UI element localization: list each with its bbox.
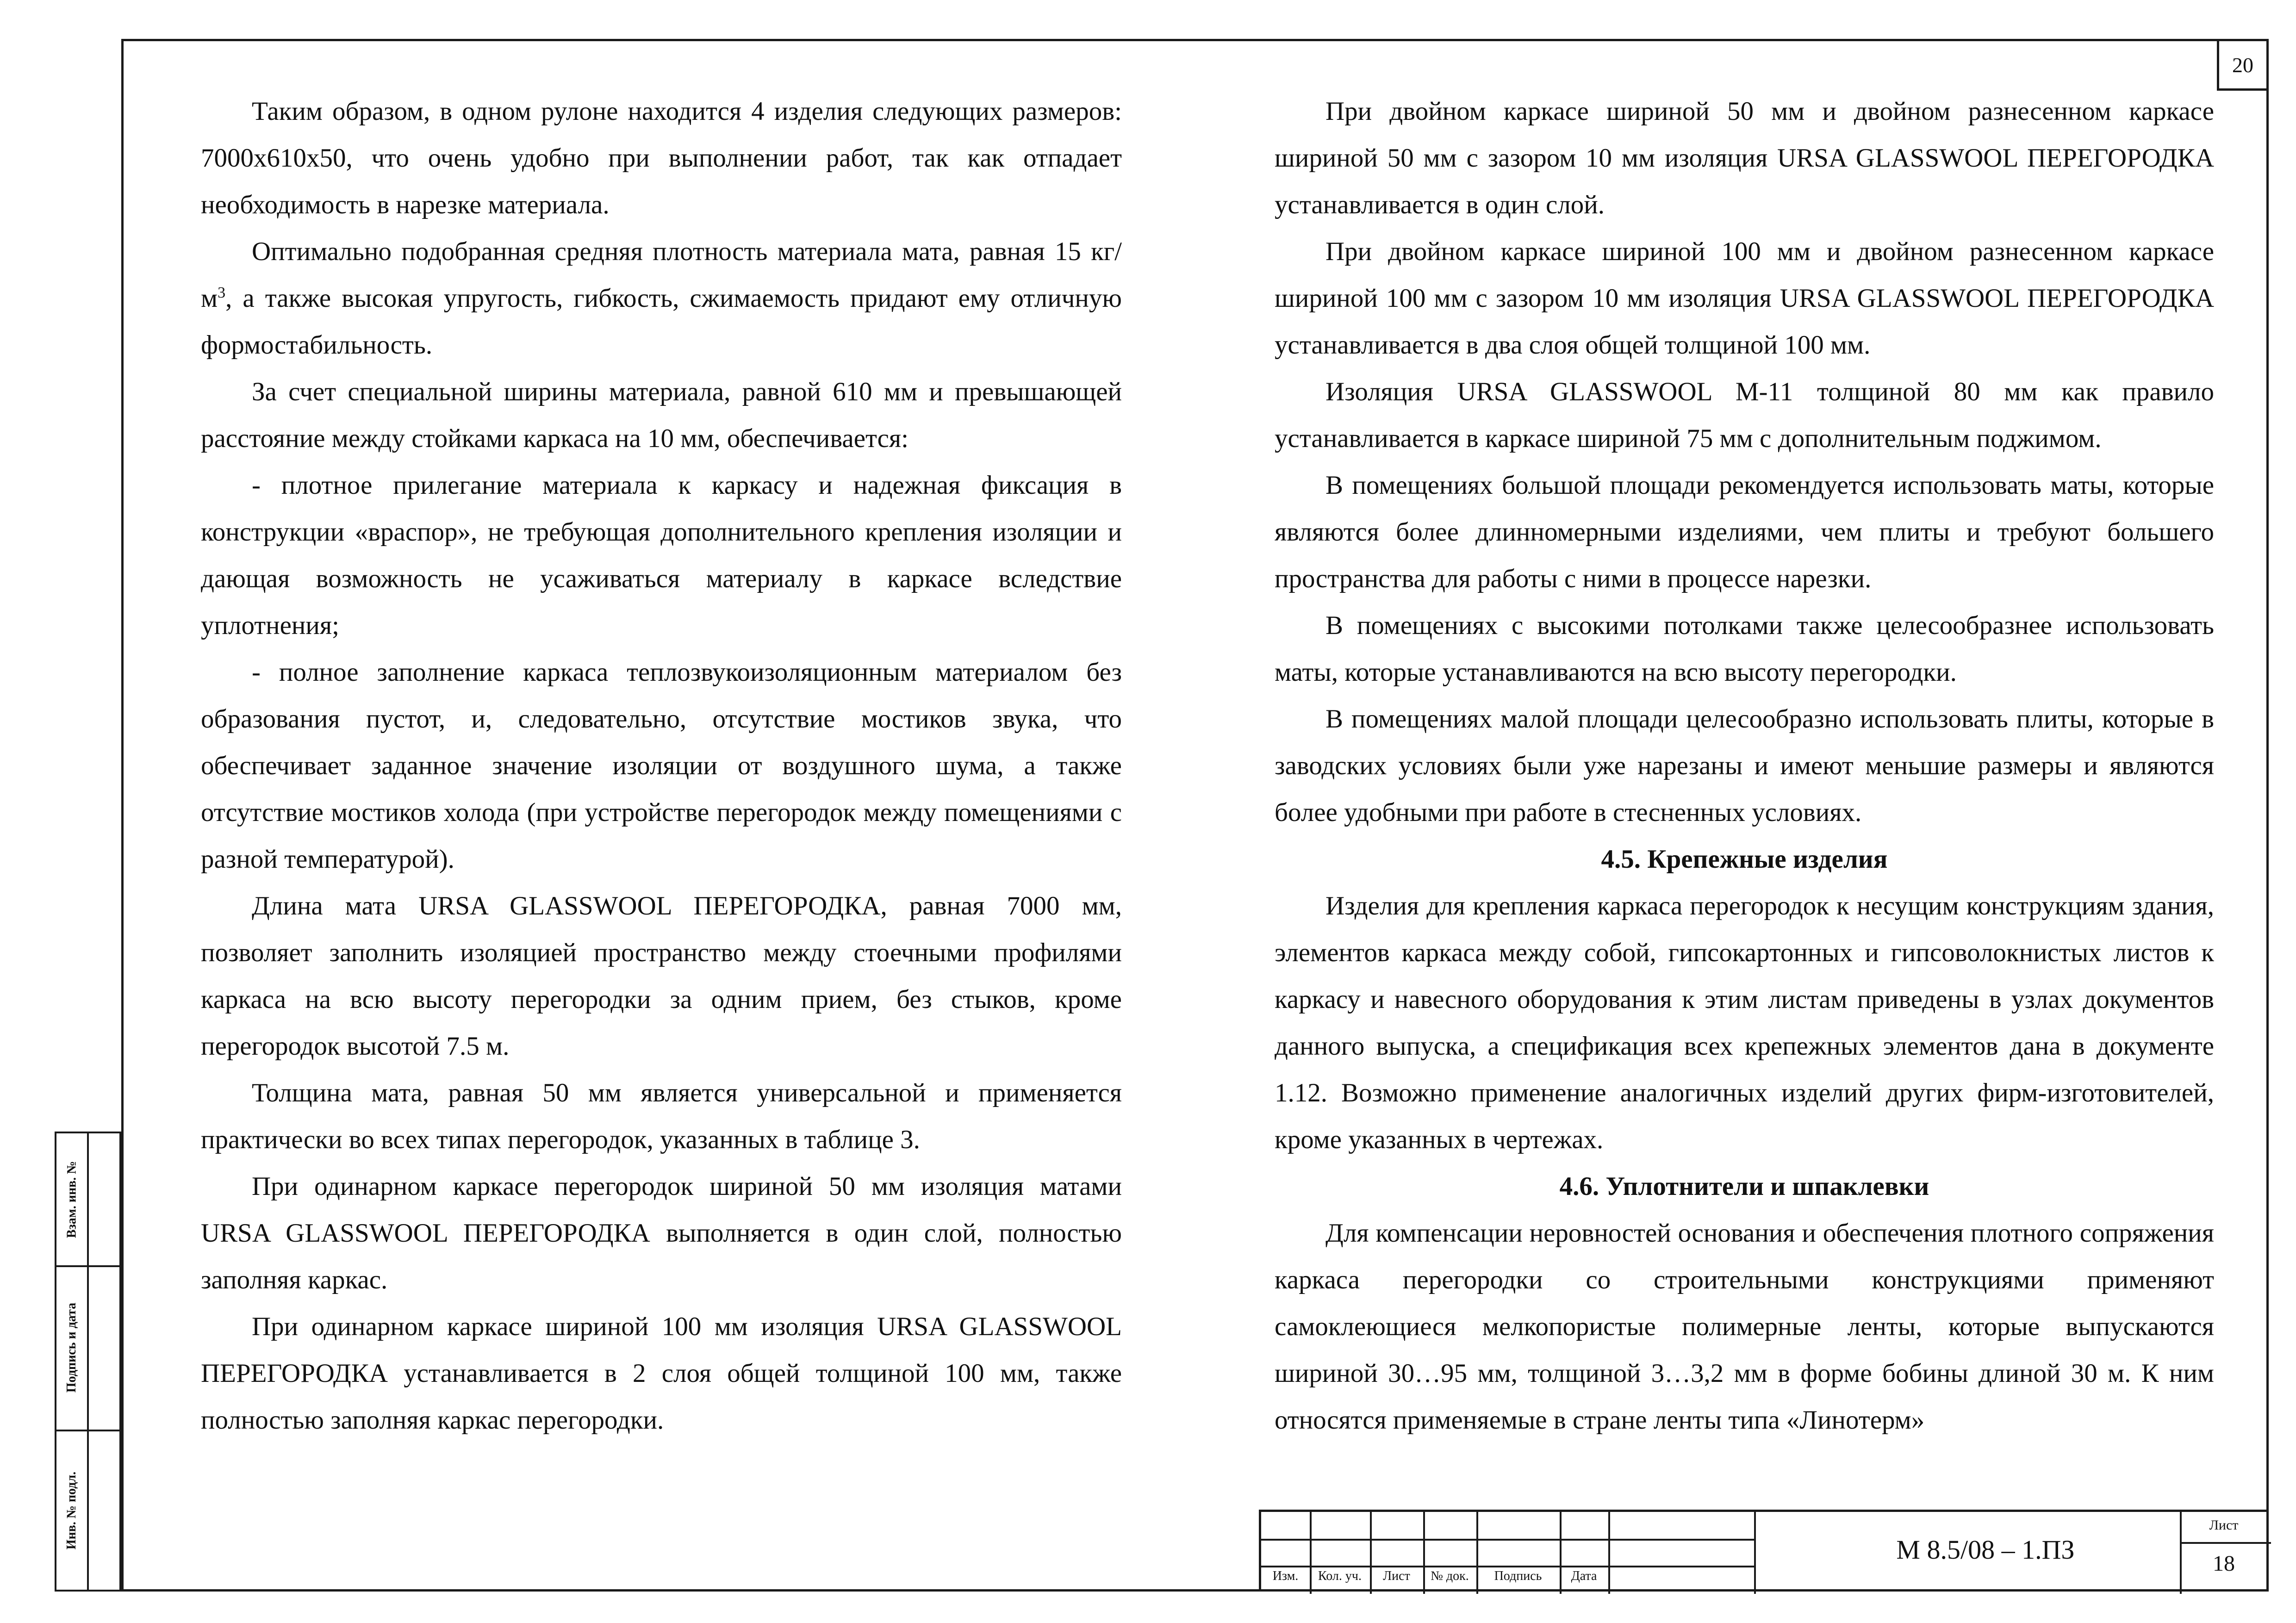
binding-strip — [55, 1132, 121, 1592]
paragraph: При одинарном каркасе перегородок шириной 50 мм изоляция матами URSA GLASSWOOL ПЕРЕГОРОДКА выполняется в один слой, полностью заполняя каркас. — [201, 1172, 1122, 1294]
left-column — [201, 88, 1122, 1443]
sheet-number: 18 — [2213, 1551, 2235, 1576]
paragraph: Толщина мата, равная 50 мм является универсальной и применяется практически во всех типах перегородок, указанных в таблице 3. — [201, 1078, 1122, 1154]
paragraph: При одинарном каркасе шириной 100 мм изоляция URSA GLASSWOOL ПЕРЕГОРОДКА устанавливается в 2 слоя общей толщиной 100 мм, также полностью заполняя каркас перегородки. — [201, 1312, 1122, 1435]
tb-line — [1608, 1512, 1610, 1594]
strip-label-signature: Подпись и дата — [64, 1302, 79, 1393]
list-item: - полное заполнение каркаса теплозвукоизоляционным материалом без образования пустот, и, следовательно, отсутствие мостиков звука, что обеспечивает заданное значение изоляции от воздушного шума, а также отсутствие мостиков холода (при устройстве перегородок между помещениями с разной температурой). — [201, 658, 1122, 874]
col-list: Лист — [1383, 1569, 1410, 1583]
superscript: 3 — [218, 284, 226, 301]
col-izm: Изм. — [1272, 1569, 1299, 1583]
col-kol-uch: Кол. уч. — [1318, 1569, 1362, 1583]
right-column — [1275, 88, 2214, 1443]
paragraph: За счет специальной ширины материала, равной 610 мм и превышающей расстояние между стойками каркаса на 10 мм, обеспечивается: — [201, 377, 1122, 453]
paragraph: Для компенсации неровностей основания и обеспечения плотного сопряжения каркаса перегородки со строительными конструкциями применяют самоклеющиеся мелкопористые полимерные ленты, которые выпускаются шириной 30…95 мм, толщиной 3…3,2 мм в форме бобины длиной 30 м. К ним относятся применяемые в стране ленты типа «Линотерм» — [1275, 1219, 2214, 1435]
tb-line — [1261, 1539, 1754, 1541]
col-ndok: № док. — [1431, 1569, 1469, 1583]
page-corner-number: 20 — [2217, 39, 2269, 91]
section-heading-sealants: 4.6. Уплотнители и шпаклевки — [1559, 1172, 1929, 1201]
paragraph: В помещениях с высокими потолками также целесообразнее использовать маты, которые устанавливаются на всю высоту перегородки. — [1275, 611, 2214, 687]
col-podpis: Подпись — [1494, 1569, 1542, 1583]
section-heading-fasteners: 4.5. Крепежные изделия — [1601, 845, 1888, 874]
col-data: Дата — [1571, 1569, 1597, 1583]
paragraph: Таким образом, в одном рулоне находится 4 изделия следующих размеров: 7000х610х50, что очень удобно при выполнении работ, так как отпадает необходимость в нарезке материала. — [201, 97, 1122, 219]
paragraph: Длина мата URSA GLASSWOOL ПЕРЕГОРОДКА, равная 7000 мм, позволяет заполнить изоляцией пространство между стоечными профилями каркаса на всю высоту перегородки за одним прием, без стыков, кроме перегородок высотой 7.5 м. — [201, 891, 1122, 1061]
document-code: М 8.5/08 – 1.ПЗ — [1896, 1535, 2075, 1565]
strip-label-inventory: Инв. № подл. — [64, 1471, 79, 1550]
paragraph: В помещениях большой площади рекомендуется использовать маты, которые являются более длинномерными изделиями, чем плиты и требуют большего пространства для работы с ними в процессе нарезки. — [1275, 471, 2214, 593]
tb-line — [1261, 1566, 1754, 1567]
paragraph: Изделия для крепления каркаса перегородок к несущим конструкциям здания, элементов каркаса между собой, гипсокартонных и гипсоволокнистых листов к каркасу и навесного оборудования к этим листам приведены в узлах документов данного выпуска, а спецификация всех крепежных элементов дана в документе 1.12. Возможно применение аналогичных изделий других фирм-изготовителей, кроме указанных в чертежах. — [1275, 891, 2214, 1154]
strip-divider — [87, 1133, 89, 1590]
strip-label-replace: Взам. инв. № — [64, 1161, 79, 1238]
paragraph: При двойном каркасе шириной 100 мм и двойном разнесенном каркасе шириной 100 мм с зазором 10 мм изоляция URSA GLASSWOOL ПЕРЕГОРОДКА устанавливается в два слоя общей толщиной 100 мм. — [1275, 237, 2214, 360]
paragraph: При двойном каркасе шириной 50 мм и двойном разнесенном каркасе шириной 50 мм с зазором 10 мм изоляция URSA GLASSWOOL ПЕРЕГОРОДКА устанавливается в один слой. — [1275, 97, 2214, 219]
paragraph: В помещениях малой площади целесообразно использовать плиты, которые в заводских условиях были уже нарезаны и имеют меньшие размеры и являются более удобными при работе в стесненных условиях. — [1275, 704, 2214, 827]
list-item: - плотное прилегание материала к каркасу и надежная фиксация в конструкции «враспор», не требующая дополнительного крепления изоляции и дающая возможность не усаживаться материалу в каркасе вследствие уплотнения; — [201, 471, 1122, 640]
title-block — [1259, 1510, 2269, 1592]
sheet-label: Лист — [2209, 1517, 2239, 1533]
paragraph: Изоляция URSA GLASSWOOL М-11 толщиной 80 мм как правило устанавливается в каркасе шириной 75 мм с дополнительным поджимом. — [1275, 377, 2214, 453]
paragraph-density: Оптимально подобранная средняя плотность материала мата, равная 15 $кг/м^3$, а также высокая упругость, гибкость, сжимаемость придают ему отличную формостабильность. — [201, 237, 1122, 360]
